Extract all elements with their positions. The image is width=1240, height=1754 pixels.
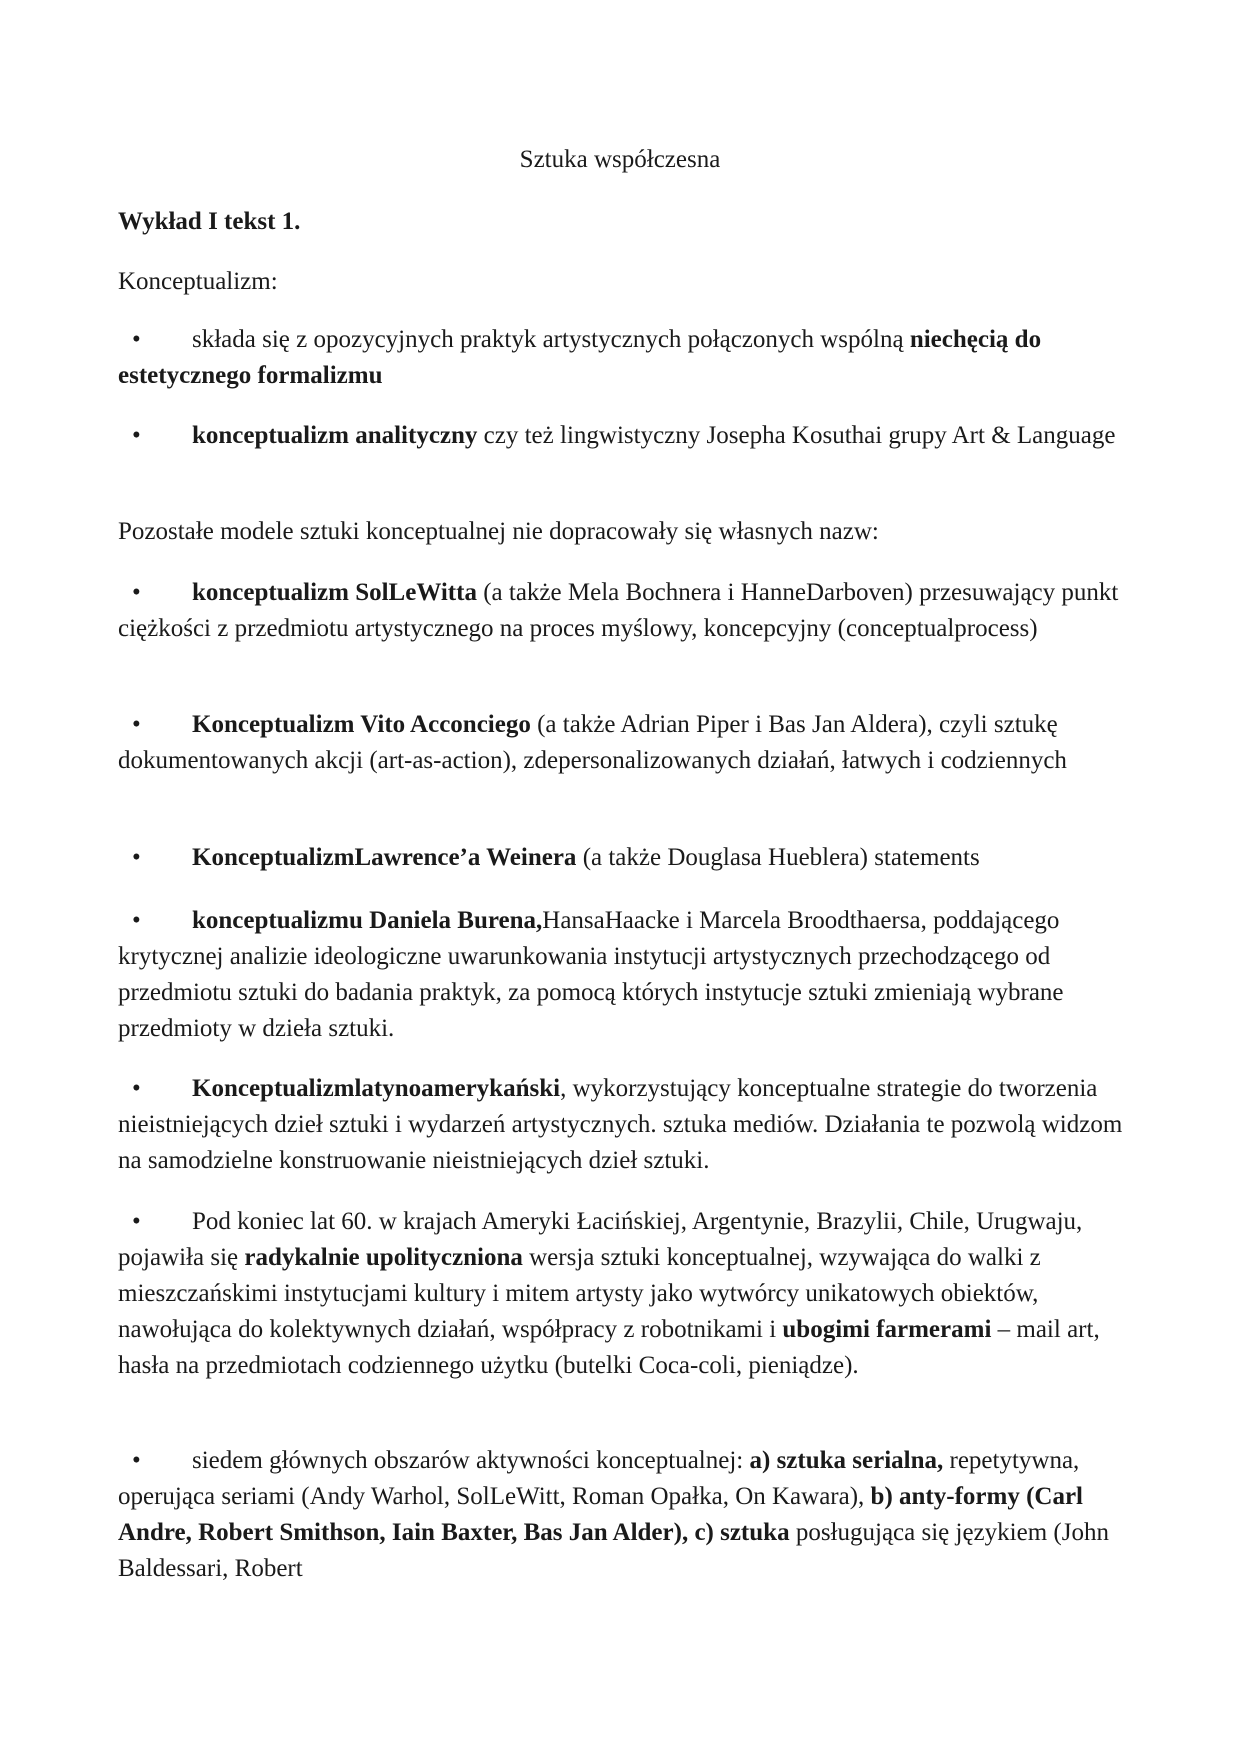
bullet-paragraph-2: • konceptualizm analityczny czy też lingwistyczny Josepha Kosuthai grupy Art & Language [118,418,1128,454]
bullet-paragraph-3: • konceptualizm SolLeWitta (a także Mela Bochnera i HanneDarboven) przesuwający punkt ciężkości z przedmiotu artystycznego na proces myślowy, koncepcyjny (conceptualprocess) [118,575,1128,647]
bullet-paragraph-6: • konceptualizmu Daniela Burena,HansaHaacke i Marcela Broodthaersa, poddającego krytycznej analizie ideologiczne uwarunkowania instytucji artystycznych przechodzącego od przedmiotu sztuki do badania praktyk, za pomocą których instytucje sztuki zmieniają wybrane przedmioty w dzieła sztuki. [118,903,1128,1047]
bullet-marker: • [132,579,141,606]
document-title: Sztuka współczesna [519,146,721,173]
bullet-marker: • [132,1075,141,1102]
bullet-marker: • [132,711,141,738]
bullet-marker: • [132,907,141,934]
bullet-paragraph-1: • składa się z opozycyjnych praktyk artystycznych połączonych wspólną niechęcią do estetycznego formalizmu [118,322,1128,394]
bullet-marker: • [132,844,141,871]
bullet-marker: • [132,422,141,449]
bullet-paragraph-4: • Konceptualizm Vito Acconciego (a także Adrian Piper i Bas Jan Aldera), czyli sztukę dokumentowanych akcji (art-as-action), zdepersonalizowanych działań, łatwych i codziennych [118,707,1128,779]
bullet-paragraph-9: • siedem głównych obszarów aktywności konceptualnej: a) sztuka serialna, repetytywna, operująca seriami (Andy Warhol, SolLeWitt, Roman Opałka, On Kawara), b) anty-formy (Carl Andre, Robert Smithson, Iain Baxter, Bas Jan Alder), c) sztuka posługująca się językiem (John Baldessari, Robert [118,1443,1128,1587]
bullet-paragraph-7: • Konceptualizmlatynoamerykański, wykorzystujący konceptualne strategie do tworzenia nieistniejących dzieł sztuki i wydarzeń artystycznych. sztuka mediów. Działania te pozwolą widzom na samodzielne konstruowanie nieistniejących dzieł sztuki. [118,1071,1128,1179]
bullet-marker: • [132,1447,141,1474]
bullet-paragraph-8: • Pod koniec lat 60. w krajach Ameryki Łacińskiej, Argentynie, Brazylii, Chile, Urugwaju, pojawiła się radykalnie upolityczniona wersja sztuki konceptualnej, wzywająca do walki z mieszczańskimi instytucjami kultury i mitem artysty jako wytwórcy unikatowych obiektów, nawołująca do kolektywnych działań, współpracy z robotnikami i ubogimi farmerami – mail art, hasła na przedmiotach codziennego użytku (butelki Coca-coli, pieniądze). [118,1204,1128,1384]
bullet-marker: • [132,1208,141,1235]
lecture-heading: Wykład I tekst 1. [118,208,301,235]
section-label: Konceptualizm: [118,268,278,295]
bullet-marker: • [132,326,141,353]
other-models-intro: Pozostałe modele sztuki konceptualnej nie dopracowały się własnych nazw: [118,518,879,545]
bullet-paragraph-5: • KonceptualizmLawrence’a Weinera (a także Douglasa Hueblera) statements [118,840,1128,876]
